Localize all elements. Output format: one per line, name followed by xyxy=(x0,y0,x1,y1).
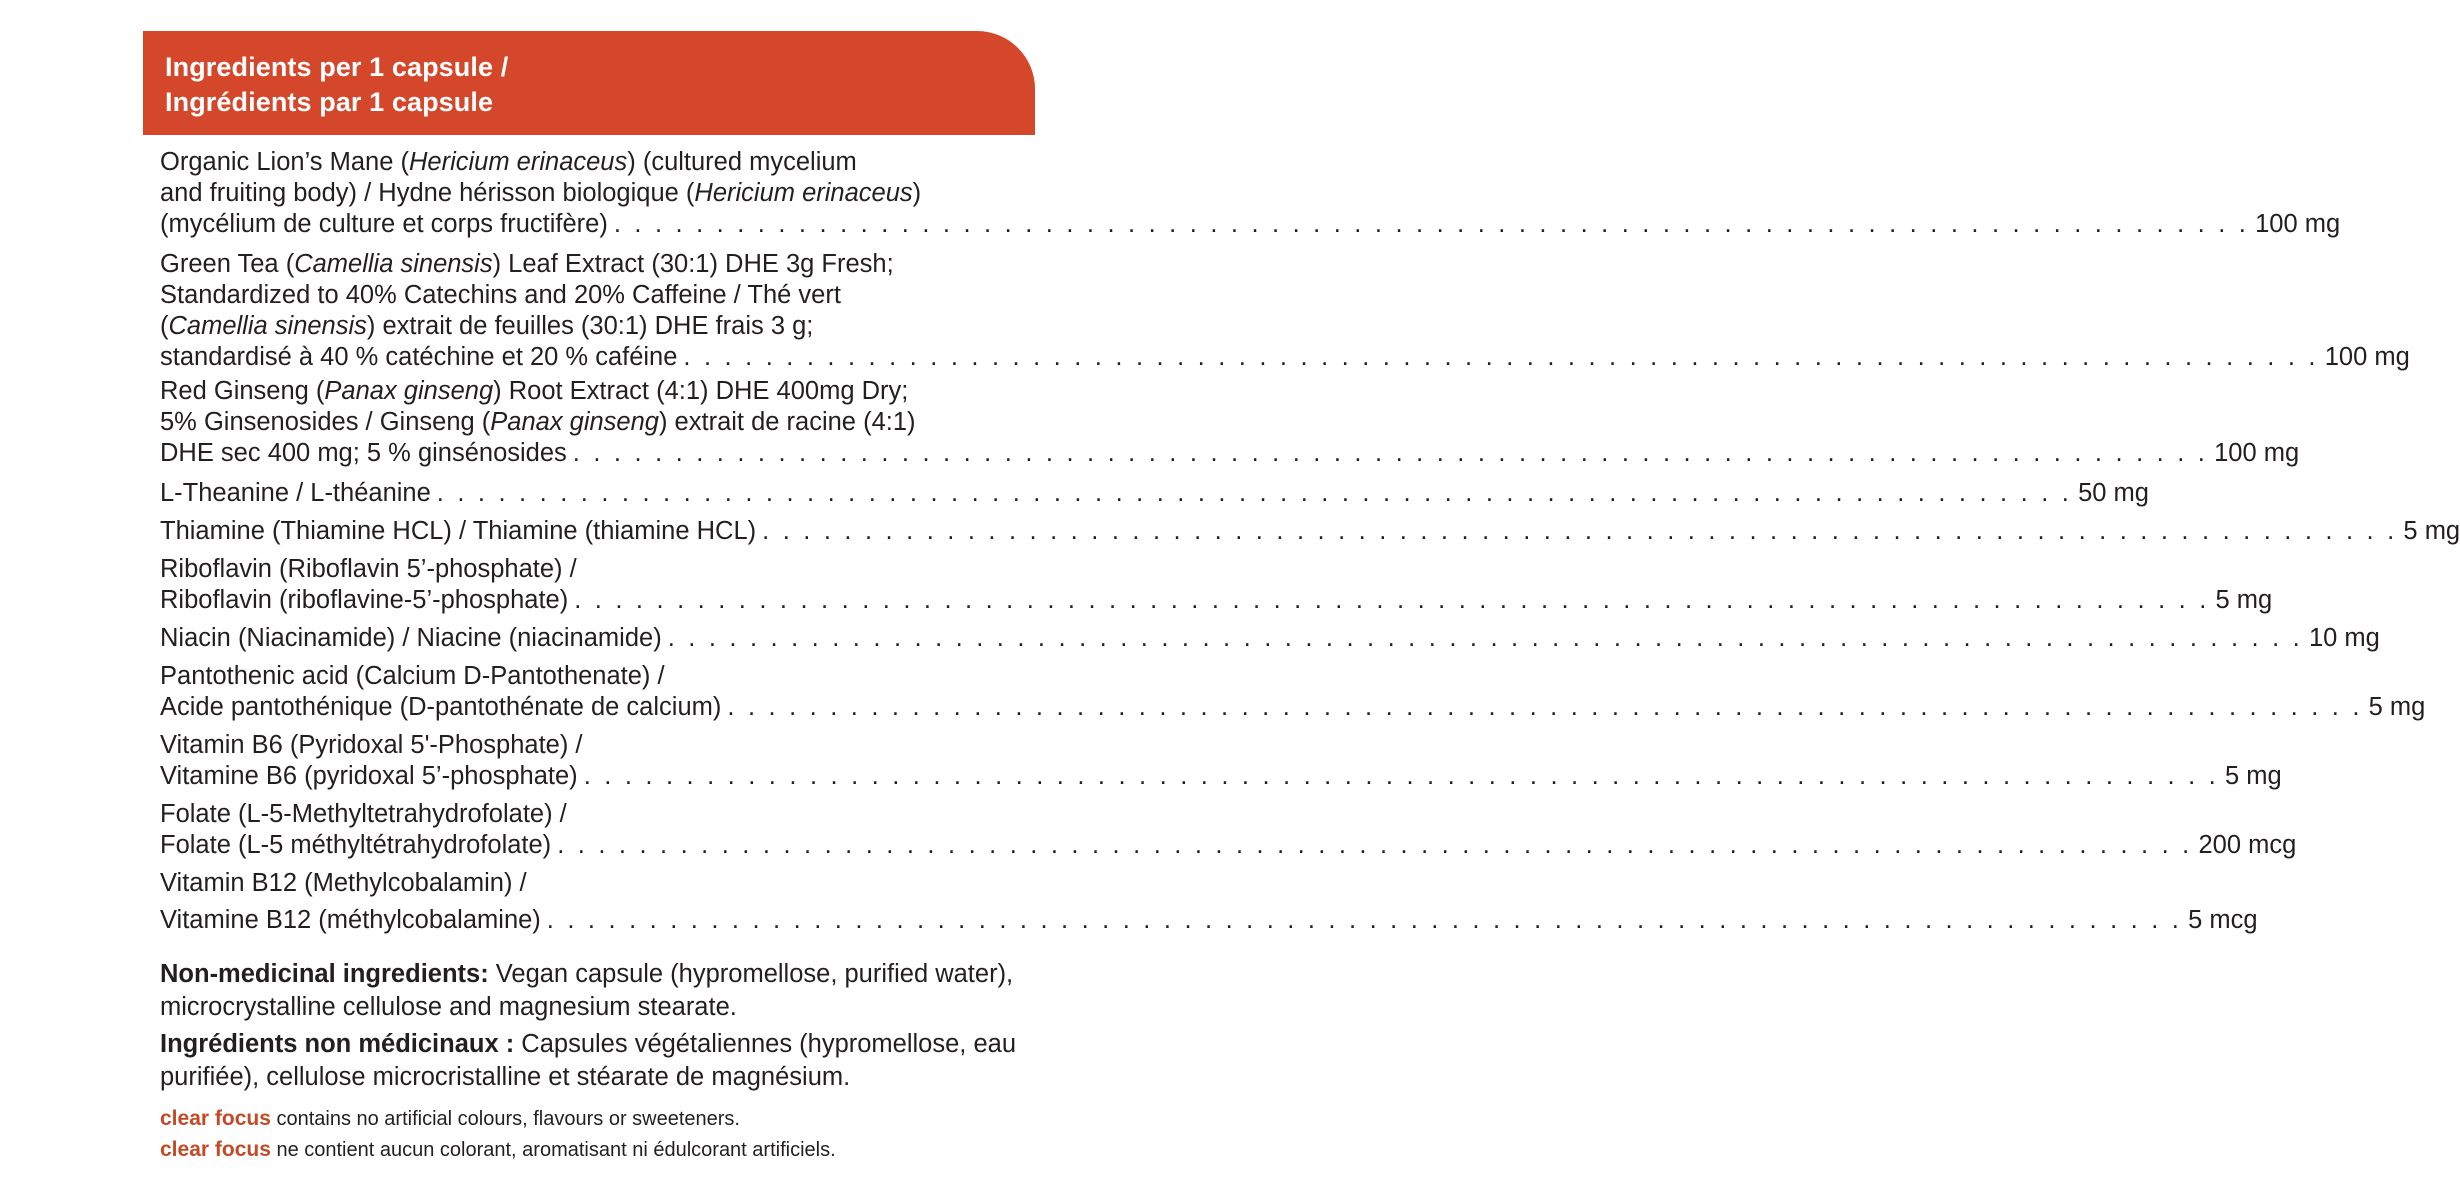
text-segment: Standardized to 40% Catechins and 20% Caffeine / Thé vert xyxy=(160,281,841,309)
text-segment: ) Root Extract (4:1) DHE 400mg Dry; xyxy=(493,377,909,405)
text-segment: Riboflavin (riboflavine-5’-phosphate) xyxy=(160,586,569,614)
ingredient-amount: 5 mg xyxy=(2368,693,2426,721)
ingredient-name xyxy=(160,869,527,897)
ingredient-item xyxy=(160,249,2410,373)
ingredient-amount: 200 mcg xyxy=(2198,831,2297,859)
ingredient-name xyxy=(160,555,577,583)
text-segment: ) (cultured mycelium xyxy=(627,148,857,176)
ingredient-line xyxy=(160,147,1020,178)
ingredient-name xyxy=(160,250,894,278)
text-segment: Riboflavin (Riboflavin 5’-phosphate) / xyxy=(160,555,577,583)
text-segment: ( xyxy=(160,312,169,340)
text-segment: Niacin (Niacinamide) / Niacine (niacinamide) xyxy=(160,624,662,652)
ingredient-name xyxy=(160,731,583,759)
ingredient-item xyxy=(160,147,2341,240)
ingredient-line xyxy=(160,407,1020,438)
header-title-en: Ingredients per 1 capsule / xyxy=(165,52,509,82)
text-segment: standardisé à 40 % catéchine et 20 % caféine xyxy=(160,343,678,371)
ingredient-name xyxy=(160,800,567,828)
ingredient-name xyxy=(160,209,608,240)
text-segment: Vitamine B6 (pyridoxal 5’-phosphate) xyxy=(160,762,578,790)
ingredient-line xyxy=(160,730,1020,761)
ingredient-item xyxy=(160,730,2282,792)
ingredient-name xyxy=(160,342,677,373)
ingredient-item xyxy=(160,478,2149,509)
text-segment: ) extrait de racine (4:1) xyxy=(658,408,916,436)
ingredient-line xyxy=(160,376,1020,407)
ingredient-item xyxy=(160,623,2380,654)
text-segment: ) Leaf Extract (30:1) DHE 3g Fresh; xyxy=(492,250,894,278)
ingredient-name xyxy=(160,516,756,547)
ingredient-name xyxy=(160,312,813,340)
ingredient-name xyxy=(160,830,551,861)
dot-leader: . . . . . . . . . . . . . . . . . . . . . . . . . . . . . . . . . . . . . . . . . . . . . . . . . . . . . . . . . . . . . . . . . . . . . . . . . . . . . . . . xyxy=(572,439,2209,467)
claim-text-fr: ne contient aucun colorant, aromatisant ni édulcorant artificiels. xyxy=(270,1139,836,1161)
ingredient-line xyxy=(160,905,2258,936)
ingredient-line xyxy=(160,868,1020,899)
ingredient-item xyxy=(160,868,2258,936)
ingredient-amount: 10 mg xyxy=(2308,624,2380,652)
dot-leader: . . . . . . . . . . . . . . . . . . . . . . . . . . . . . . . . . . . . . . . . . . . . . . . . . . . . . . . . . . . . . . . . . . . . . . . . . . . . . . . . xyxy=(557,831,2193,859)
ingredient-amount: 100 mg xyxy=(2214,439,2300,467)
dot-leader: . . . . . . . . . . . . . . . . . . . . . . . . . . . . . . . . . . . . . . . . . . . . . . . . . . . . . . . . . . . . . . . . . . . . . . . . . . . . . . . . xyxy=(613,210,2250,238)
ingredient-amount: 5 mg xyxy=(2403,517,2460,545)
non-medicinal-label-fr: Ingrédients non médicinaux : xyxy=(160,1030,515,1058)
text-segment: Organic Lion’s Mane ( xyxy=(160,148,409,176)
ingredient-name xyxy=(160,438,567,469)
ingredient-name xyxy=(160,281,841,309)
latin-name: Hericium erinaceus xyxy=(694,179,913,207)
ingredient-line xyxy=(160,311,1020,342)
text-segment: Vitamin B6 (Pyridoxal 5'-Phosphate) / xyxy=(160,731,583,759)
ingredient-item xyxy=(160,516,2460,547)
ingredients-header xyxy=(143,31,1035,135)
ingredient-name xyxy=(160,179,921,207)
text-segment: Green Tea ( xyxy=(160,250,295,278)
dot-leader: . . . . . . . . . . . . . . . . . . . . . . . . . . . . . . . . . . . . . . . . . . . . . . . . . . . . . . . . . . . . . . . . . . . . . . . . . . . . . . . . xyxy=(583,762,2219,790)
text-segment: Folate (L-5-Methyltetrahydrofolate) / xyxy=(160,800,567,828)
ingredient-list xyxy=(160,147,2460,947)
dot-leader: . . . . . . . . . . . . . . . . . . . . . . . . . . . . . . . . . . . . . . . . . . . . . . . . . . . . . . . . . . . . . . . . . . . . . . . . . . . . . . . . xyxy=(436,479,2073,507)
ingredient-name xyxy=(160,623,662,654)
claim-en xyxy=(160,1104,740,1134)
ingredient-item xyxy=(160,799,2297,861)
non-medicinal-en xyxy=(160,958,1040,1024)
non-medicinal-label-en: Non-medicinal ingredients: xyxy=(160,960,489,988)
text-segment: Vitamine B12 (méthylcobalamine) xyxy=(160,906,541,934)
ingredient-line xyxy=(160,280,1020,311)
dot-leader: . . . . . . . . . . . . . . . . . . . . . . . . . . . . . . . . . . . . . . . . . . . . . . . . . . . . . . . . . . . . . . . . . . . . . . . . . . . . . . . . xyxy=(727,693,2363,721)
ingredient-line xyxy=(160,249,1020,280)
ingredient-line xyxy=(160,209,2341,240)
ingredient-line xyxy=(160,830,2297,861)
text-segment: (mycélium de culture et corps fructifère) xyxy=(160,210,608,238)
ingredient-name xyxy=(160,761,578,792)
text-segment: Red Ginseng ( xyxy=(160,377,325,405)
text-segment: DHE sec 400 mg; 5 % ginsénosides xyxy=(160,439,567,467)
text-segment: Thiamine (Thiamine HCL) / Thiamine (thiamine HCL) xyxy=(160,517,757,545)
brand-name: clear focus xyxy=(160,1107,271,1130)
latin-name: Panax ginseng xyxy=(324,377,494,405)
ingredient-amount: 100 mg xyxy=(2255,210,2341,238)
claim-fr xyxy=(160,1135,836,1165)
text-segment: Folate (L-5 méthyltétrahydrofolate) xyxy=(160,831,552,859)
ingredient-line xyxy=(160,516,2460,547)
ingredient-line xyxy=(160,178,1020,209)
dot-leader: . . . . . . . . . . . . . . . . . . . . . . . . . . . . . . . . . . . . . . . . . . . . . . . . . . . . . . . . . . . . . . . . . . . . . . . . . . . . . . . . xyxy=(546,906,2183,934)
ingredient-item xyxy=(160,661,2426,723)
text-segment: ) extrait de feuilles (30:1) DHE frais 3 g; xyxy=(366,312,814,340)
ingredient-name xyxy=(160,692,721,723)
ingredient-amount: 50 mg xyxy=(2078,479,2149,507)
ingredient-line xyxy=(160,761,2282,792)
ingredient-line xyxy=(160,585,2273,616)
ingredient-line xyxy=(160,478,2149,509)
ingredient-item xyxy=(160,554,2273,616)
ingredient-line xyxy=(160,623,2380,654)
ingredient-amount: 5 mg xyxy=(2215,586,2273,614)
ingredient-name xyxy=(160,905,541,936)
dot-leader: . . . . . . . . . . . . . . . . . . . . . . . . . . . . . . . . . . . . . . . . . . . . . . . . . . . . . . . . . . . . . . . . . . . . . . . . . . . . . . . . xyxy=(667,624,2303,652)
ingredient-name xyxy=(160,148,857,176)
ingredient-line xyxy=(160,661,1020,692)
non-medicinal-fr xyxy=(160,1028,1040,1094)
ingredient-amount: 100 mg xyxy=(2324,343,2410,371)
text-segment: Vitamin B12 (Methylcobalamin) / xyxy=(160,869,527,897)
text-segment: Acide pantothénique (D-pantothénate de calcium) xyxy=(160,693,722,721)
ingredient-item xyxy=(160,376,2300,469)
dot-leader: . . . . . . . . . . . . . . . . . . . . . . . . . . . . . . . . . . . . . . . . . . . . . . . . . . . . . . . . . . . . . . . . . . . . . . . . . . . . . . . . xyxy=(683,343,2319,371)
brand-name: clear focus xyxy=(160,1138,271,1161)
text-segment: ) xyxy=(912,179,922,207)
dot-leader: . . . . . . . . . . . . . . . . . . . . . . . . . . . . . . . . . . . . . . . . . . . . . . . . . . . . . . . . . . . . . . . . . . . . . . . . . . . . . . . . xyxy=(574,586,2210,614)
text-segment: 5% Ginsenosides / Ginseng ( xyxy=(160,408,491,436)
ingredient-amount: 5 mg xyxy=(2224,762,2282,790)
ingredient-amount: 5 mcg xyxy=(2188,906,2258,934)
ingredient-name xyxy=(160,478,431,509)
latin-name: Hericium erinaceus xyxy=(409,148,628,176)
ingredient-line xyxy=(160,342,2410,373)
text-segment: L-Theanine / L-théanine xyxy=(160,479,431,507)
ingredient-name xyxy=(160,585,568,616)
non-medicinal-text-fr: Capsules végétaliennes (hypromellose, eau purifiée), cellulose microcristalline et stéarate de magnésium. xyxy=(160,1030,1017,1091)
text-segment: Pantothenic acid (Calcium D-Pantothenate) / xyxy=(160,662,665,690)
header-title-fr: Ingrédients par 1 capsule xyxy=(165,87,494,117)
claim-text-en: contains no artificial colours, flavours or sweeteners. xyxy=(270,1108,740,1130)
dot-leader: . . . . . . . . . . . . . . . . . . . . . . . . . . . . . . . . . . . . . . . . . . . . . . . . . . . . . . . . . . . . . . . . . . . . . . . . . . . . . . . . xyxy=(762,517,2398,545)
ingredient-name xyxy=(160,662,665,690)
latin-name: Panax ginseng xyxy=(490,408,659,436)
latin-name: Camellia sinensis xyxy=(168,312,367,340)
ingredient-name xyxy=(160,377,908,405)
ingredient-line xyxy=(160,692,2426,723)
ingredient-line xyxy=(160,438,2300,469)
text-segment: and fruiting body) / Hydne hérisson biologique ( xyxy=(160,179,695,207)
latin-name: Camellia sinensis xyxy=(294,250,493,278)
non-medicinal-text-en: Vegan capsule (hypromellose, purified water), microcrystalline cellulose and magnesium stearate. xyxy=(160,960,1014,1021)
ingredient-line xyxy=(160,799,1020,830)
ingredient-line xyxy=(160,554,1020,585)
ingredient-name xyxy=(160,408,916,436)
